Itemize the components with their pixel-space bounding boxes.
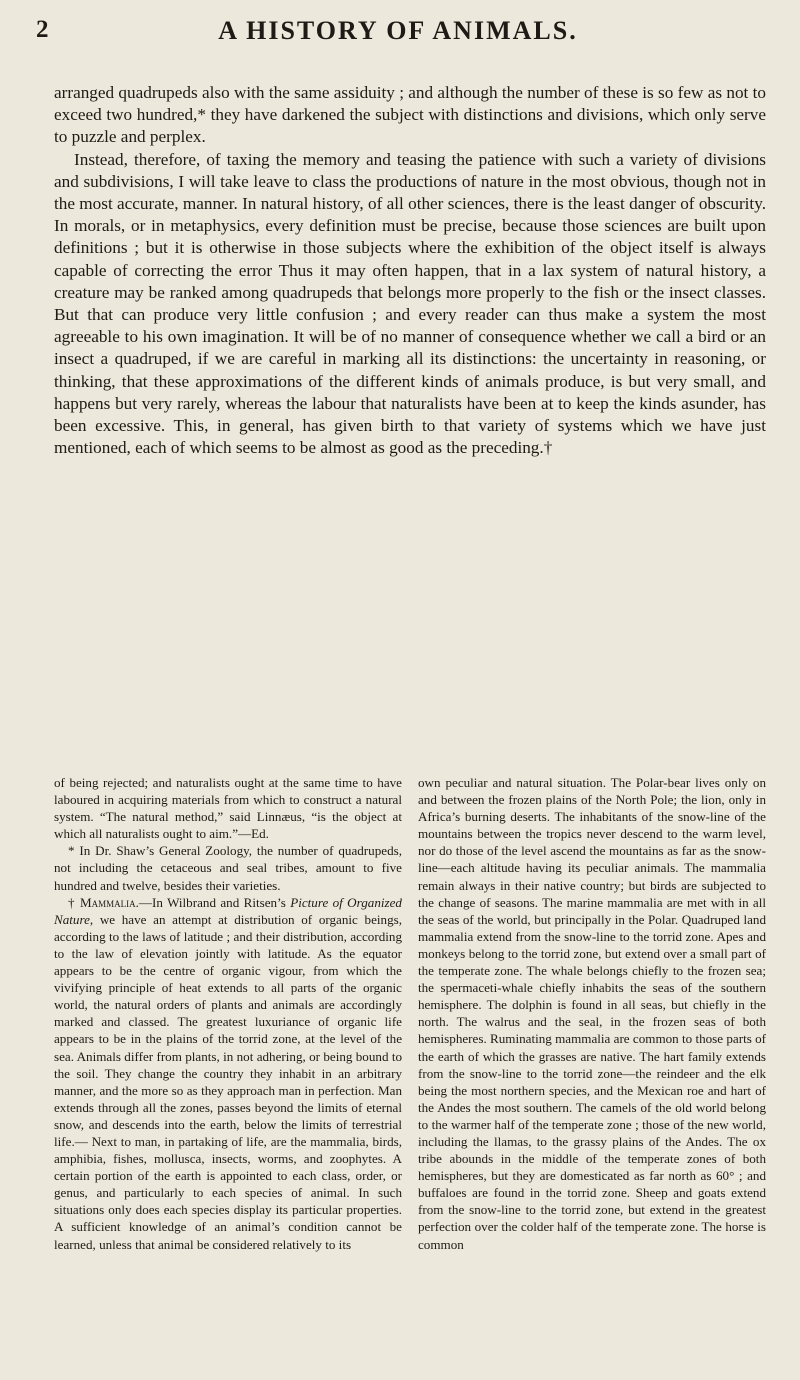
book-title-italic: Picture of Organized Nature [54, 894, 402, 927]
footnote-column-left [54, 774, 402, 1253]
page-number: 2 [36, 16, 49, 43]
footnote-continuation: of being rejected; and naturalists ought at the same time to have laboured in acquiring materials from which to construct a natural system. “The natural method,” said Linnæus, “is the object at which all naturalists ought to aim.”—Ed. [54, 775, 402, 842]
footnotes [54, 774, 766, 1253]
footnote-right-text: own peculiar and natural situation. The Polar-bear lives only on and between the frozen plains of the North Pole; the lion, only in Africa’s burning deserts. The inhabitants of the snow-line of the mountains between the tropics never descend to the warm level, nor do those of the level ascend the mountains as far as the snow-line—each altitude having its peculiar animals. The mammalia remain always in their native country; but birds are subjected to the change of seasons. The marine mammalia are met with in all the seas of the world, but principally in the Polar. Quadruped land mammalia extend from the snow-line to the torrid zone. Apes and monkeys belong to the torrid zone, but extend over a small part of the temperate zone. The whale belongs chiefly to the frozen sea; the spermaceti-whale chiefly inhabits the seas of the southern hemisphere. The dolphin is found in all seas, but chiefly in the north. The walrus and the seal, in the frozen seas of both hemispheres. Ruminating mammalia are common to those parts of the earth of which the grasses are native. The hart family extends from the snow-line to the torrid zone—the reindeer and the elk being the most northern species, and the Mexican roe and hart of the Andes the most southern. The camels of the old world belong to the warmer half of the temperate zone ; those of the new world, including the llamas, to the grassy plains of the Andes. The ox tribe abounds in the middle of the temperate zones of both hemispheres, but they are domesticated as far north as 60° ; and buffaloes are found in the torrid zone. Sheep and goats extend from the snow-line to the torrid zone, but extend in the greatest perfection over the colder half of the temperate zone. The horse is common [418, 775, 766, 1252]
footnote-dagger-intro: .—In Wilbrand and Ritsen’s [135, 894, 291, 910]
page-header [36, 16, 760, 60]
running-title: A HISTORY OF ANIMALS. [218, 16, 578, 45]
footnote-dagger-body: , we have an attempt at distribution of organic beings, according to the laws of latitude ; and their distribution, according to the law of elevation jointly with latitude. As the equator appears to be the centre of organic vigour, from which the vivifying principle of heat extends to all parts of the organic world, the natural orders of plants and animals are accordingly marked and classed. The greatest luxuriance of organic life appears to be in the plains of the torrid zone, at the level of the sea. Animals differ from plants, in not adhering, or being bound to the soil. They change the country they inhabit in an arbitrary manner, and the more so as they approach man in perfection. Man extends through all the zones, passes beyond the limits of eternal snow, and descends into the earth, below the limits of terrestrial life.— Next to man, in partaking of life, are the mammalia, birds, amphibia, fishes, mollusca, insects, worms, and zoophytes. A certain portion of the earth is appointed to each class, order, or genus, and particularly to each species of animal. In such situations only does each species display its particular properties. A sufficient knowledge of an animal’s condition cannot be learned, unless that animal be considered relatively to its [54, 911, 402, 1252]
footnote-heading-mammalia: Mammalia [80, 894, 136, 910]
main-paragraph-1: arranged quadrupeds also with the same assiduity ; and although the number of these is so few as not to exceed two hundred,* they have darkened the subject with distinctions and divisions, which only serve to puzzle and perplex. [54, 83, 766, 147]
main-text [54, 82, 766, 459]
footnote-dagger [54, 894, 402, 1253]
main-paragraph-2: Instead, therefore, of taxing the memory and teasing the patience with such a variety of divisions and subdivisions, I will take leave to class the productions of nature in the most obvious, though not in the most accurate, manner. In natural history, of all other sciences, there is the least danger of obscurity. In morals, or in metaphysics, every definition must be precise, because those sciences are built upon definitions ; but it is otherwise in those subjects where the exhibition of the object itself is always capable of correcting the error Thus it may often happen, that in a lax system of natural history, a creature may be ranked among quadrupeds that belongs more properly to the fish or the insect classes. But that can produce very little confusion ; and every reader can thus make a system the most agreeable to his own imagination. It will be of no manner of consequence whether we call a bird or an insect a quadruped, if we are careful in marking all its distinctions: the uncertainty in reasoning, or thinking, that these approximations of the different kinds of animals produce, is but very small, and happens but very rarely, whereas the labour that naturalists have been at to keep the kinds asunder, has been excessive. This, in general, has given birth to that variety of systems which we have just mentioned, each of which seems to be almost as good as the preceding.† [54, 149, 766, 458]
dagger-mark: † [68, 894, 81, 910]
footnote-star: * In Dr. Shaw’s General Zoology, the number of quadrupeds, not including the cetaceous and seal tribes, amount to five hundred and twelve, besides their varieties. [54, 843, 402, 893]
footnote-column-right [418, 774, 766, 1253]
